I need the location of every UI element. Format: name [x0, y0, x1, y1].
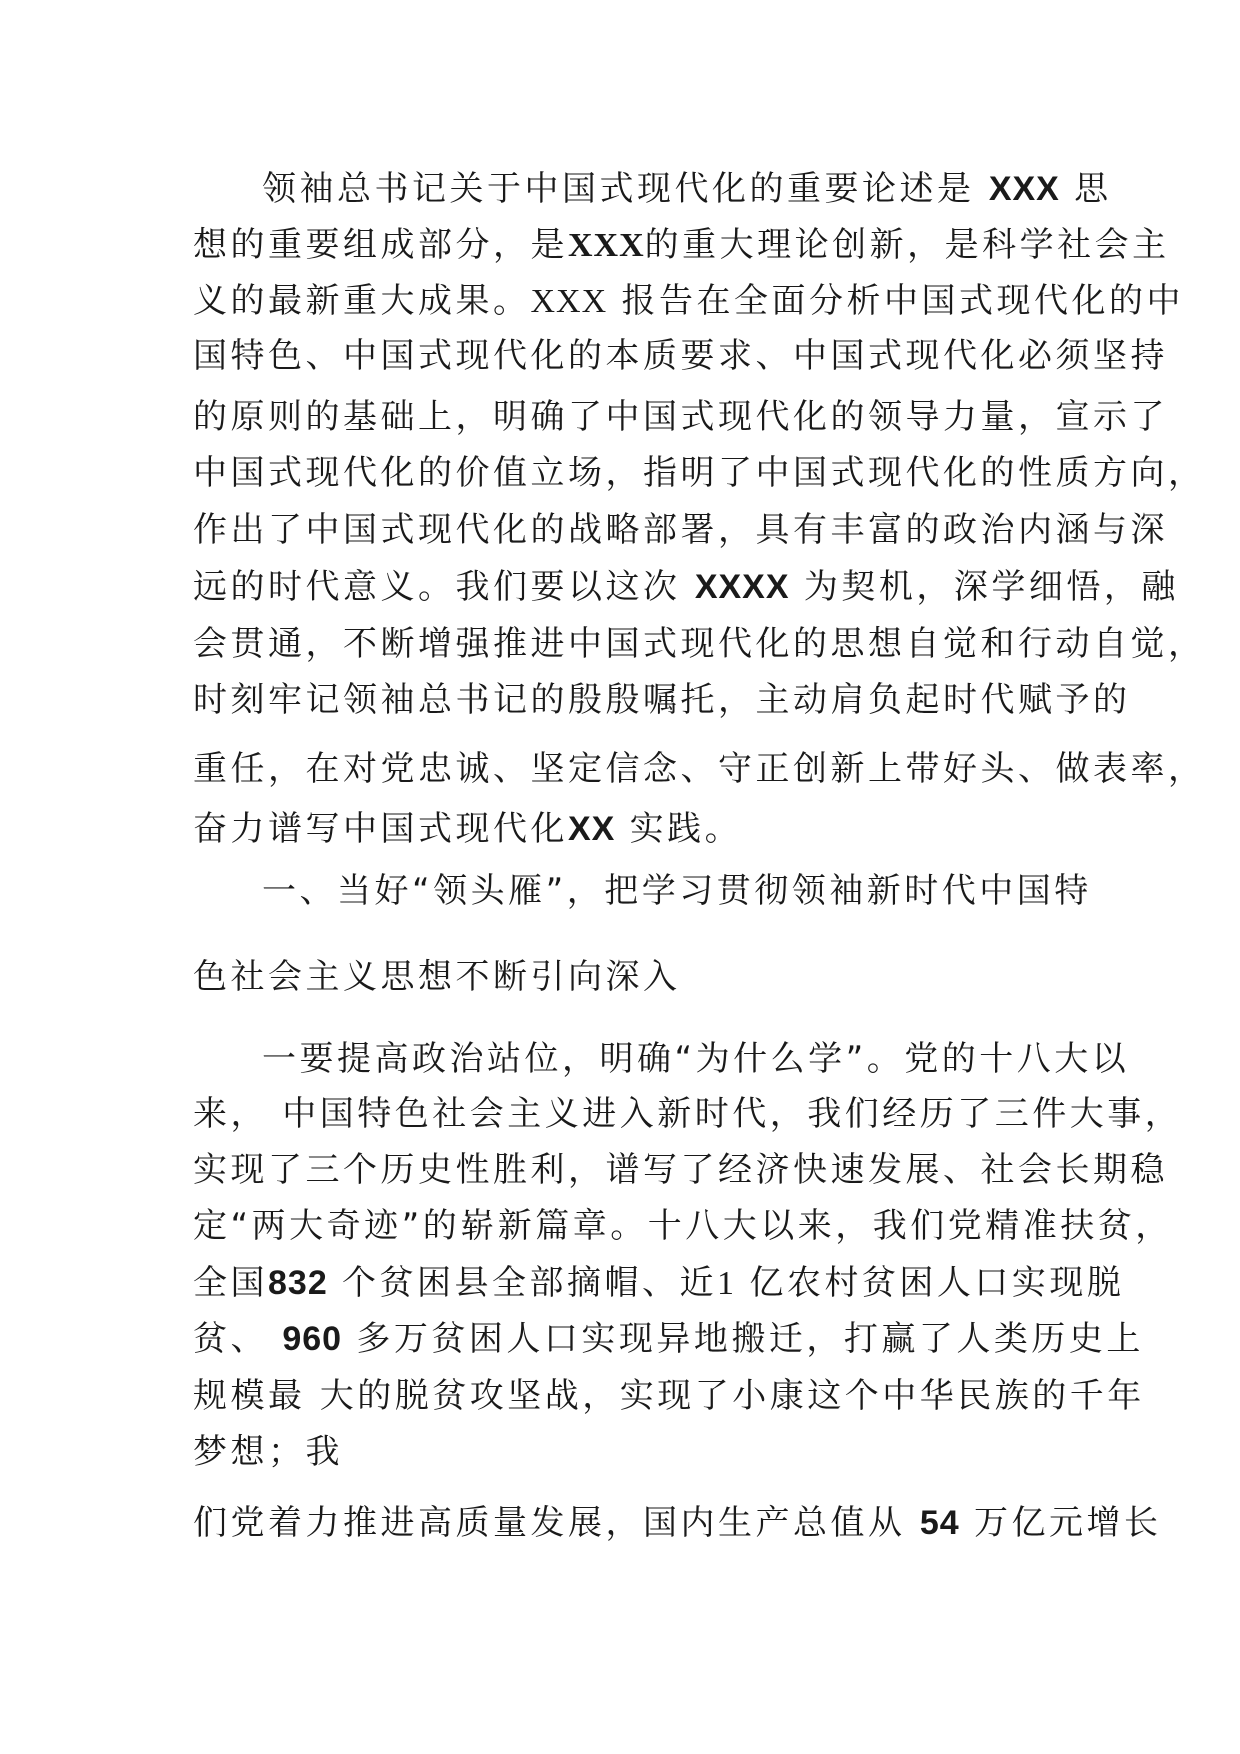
- text-span: 定“两大奇迹”的崭新篇章。十八大以来，我们党精准扶贫，: [193, 1206, 1173, 1246]
- number-text: 832: [268, 1264, 328, 1302]
- text-line: [193, 1498, 1161, 1548]
- text-span: 亿农村贫困人口实现脱: [749, 1263, 1125, 1303]
- placeholder-text: XXX: [530, 283, 608, 320]
- text-line: [193, 744, 1206, 794]
- placeholder-text: XXX: [568, 227, 645, 264]
- text-line: [193, 1258, 1124, 1308]
- text-span: 领袖总书记关于中国式现代化的重要论述是: [262, 169, 975, 209]
- text-span: 义的最新重大成果。: [193, 281, 531, 321]
- text-line: [262, 164, 1112, 214]
- section-heading-line: [262, 866, 1092, 916]
- number-text: 54: [919, 1504, 960, 1542]
- text-span: 贫、: [193, 1319, 268, 1359]
- text-line: [193, 220, 1170, 270]
- text-line: [193, 804, 742, 854]
- text-span: 的重大理论创新，是科学社会主: [644, 225, 1170, 265]
- placeholder-text: XXX: [988, 170, 1060, 208]
- text-span: 多万贫困人口实现异地搬迁，打赢了人类历史上: [356, 1319, 1144, 1359]
- text-line: [262, 1034, 1129, 1084]
- text-span: 思: [1074, 169, 1112, 209]
- text-span: 时刻牢记领袖总书记的殷殷嘱托，主动肩负起时代赋予的: [193, 680, 1131, 720]
- text-span: 远的时代意义。我们要以这次: [193, 567, 681, 607]
- section-heading-line: [193, 952, 681, 1002]
- text-line: [193, 1371, 1145, 1421]
- text-span: 规模最 大的脱贫攻坚战，实现了小康这个中华民族的千年: [193, 1376, 1145, 1416]
- section-heading: 一、当好“领头雁”，把学习贯彻领袖新时代中国特: [262, 871, 1092, 911]
- text-span: 一要提高政治站位，明确“为什么学”。党的十八大以: [262, 1039, 1130, 1079]
- text-line: [193, 1145, 1168, 1195]
- text-span: 国特色、中国式现代化的本质要求、中国式现代化必须坚持: [193, 336, 1168, 376]
- text-span: 为契机，深学细悟，融: [803, 567, 1179, 607]
- text-line: [193, 276, 1184, 326]
- text-span: 奋力谱写中国式现代化: [193, 809, 568, 849]
- text-line: [193, 675, 1131, 725]
- text-span: 实践。: [629, 809, 743, 849]
- text-span: 想的重要组成部分，是: [193, 225, 568, 265]
- text-line: [193, 1089, 1182, 1139]
- text-span: 们党着力推进高质量发展，国内生产总值从: [193, 1503, 906, 1543]
- text-line: [193, 1314, 1144, 1364]
- text-line: [193, 505, 1168, 555]
- text-span: 的原则的基础上，明确了中国式现代化的领导力量，宣示了: [193, 397, 1168, 437]
- text-span: 报告在全面分析中国式现代化的中: [621, 281, 1184, 321]
- number-text: 960: [282, 1320, 343, 1358]
- text-line: [193, 562, 1179, 612]
- text-line: [193, 331, 1168, 381]
- text-line: [193, 1427, 343, 1477]
- text-span: 作出了中国式现代化的战略部署，具有丰富的政治内涵与深: [193, 510, 1168, 550]
- text-line: [193, 619, 1206, 669]
- text-line: [193, 392, 1168, 442]
- text-span: 来， 中国特色社会主义进入新时代，我们经历了三件大事，: [193, 1094, 1183, 1134]
- text-span: 中国式现代化的价值立场，指明了中国式现代化的性质方向，: [193, 453, 1206, 493]
- placeholder-text: XXXX: [694, 568, 790, 606]
- text-line: [193, 448, 1206, 498]
- text-span: 实现了三个历史性胜利，谱写了经济快速发展、社会长期稳: [193, 1150, 1168, 1190]
- text-line: [193, 1201, 1173, 1251]
- section-heading: 色社会主义思想不断引向深入: [193, 957, 681, 997]
- text-span: 重任，在对党忠诚、坚定信念、守正创新上带好头、做表率，: [193, 749, 1206, 789]
- text-span: 万亿元增长: [973, 1503, 1162, 1543]
- text-span: 个贫困县全部摘帽、近: [342, 1263, 718, 1303]
- text-span: 全国: [193, 1263, 268, 1303]
- text-span: 梦想；我: [193, 1432, 343, 1472]
- text-span: 会贯通，不断增强推进中国式现代化的思想自觉和行动自觉，: [193, 624, 1206, 664]
- number-text: 1: [717, 1265, 736, 1302]
- placeholder-text: XX: [568, 810, 616, 848]
